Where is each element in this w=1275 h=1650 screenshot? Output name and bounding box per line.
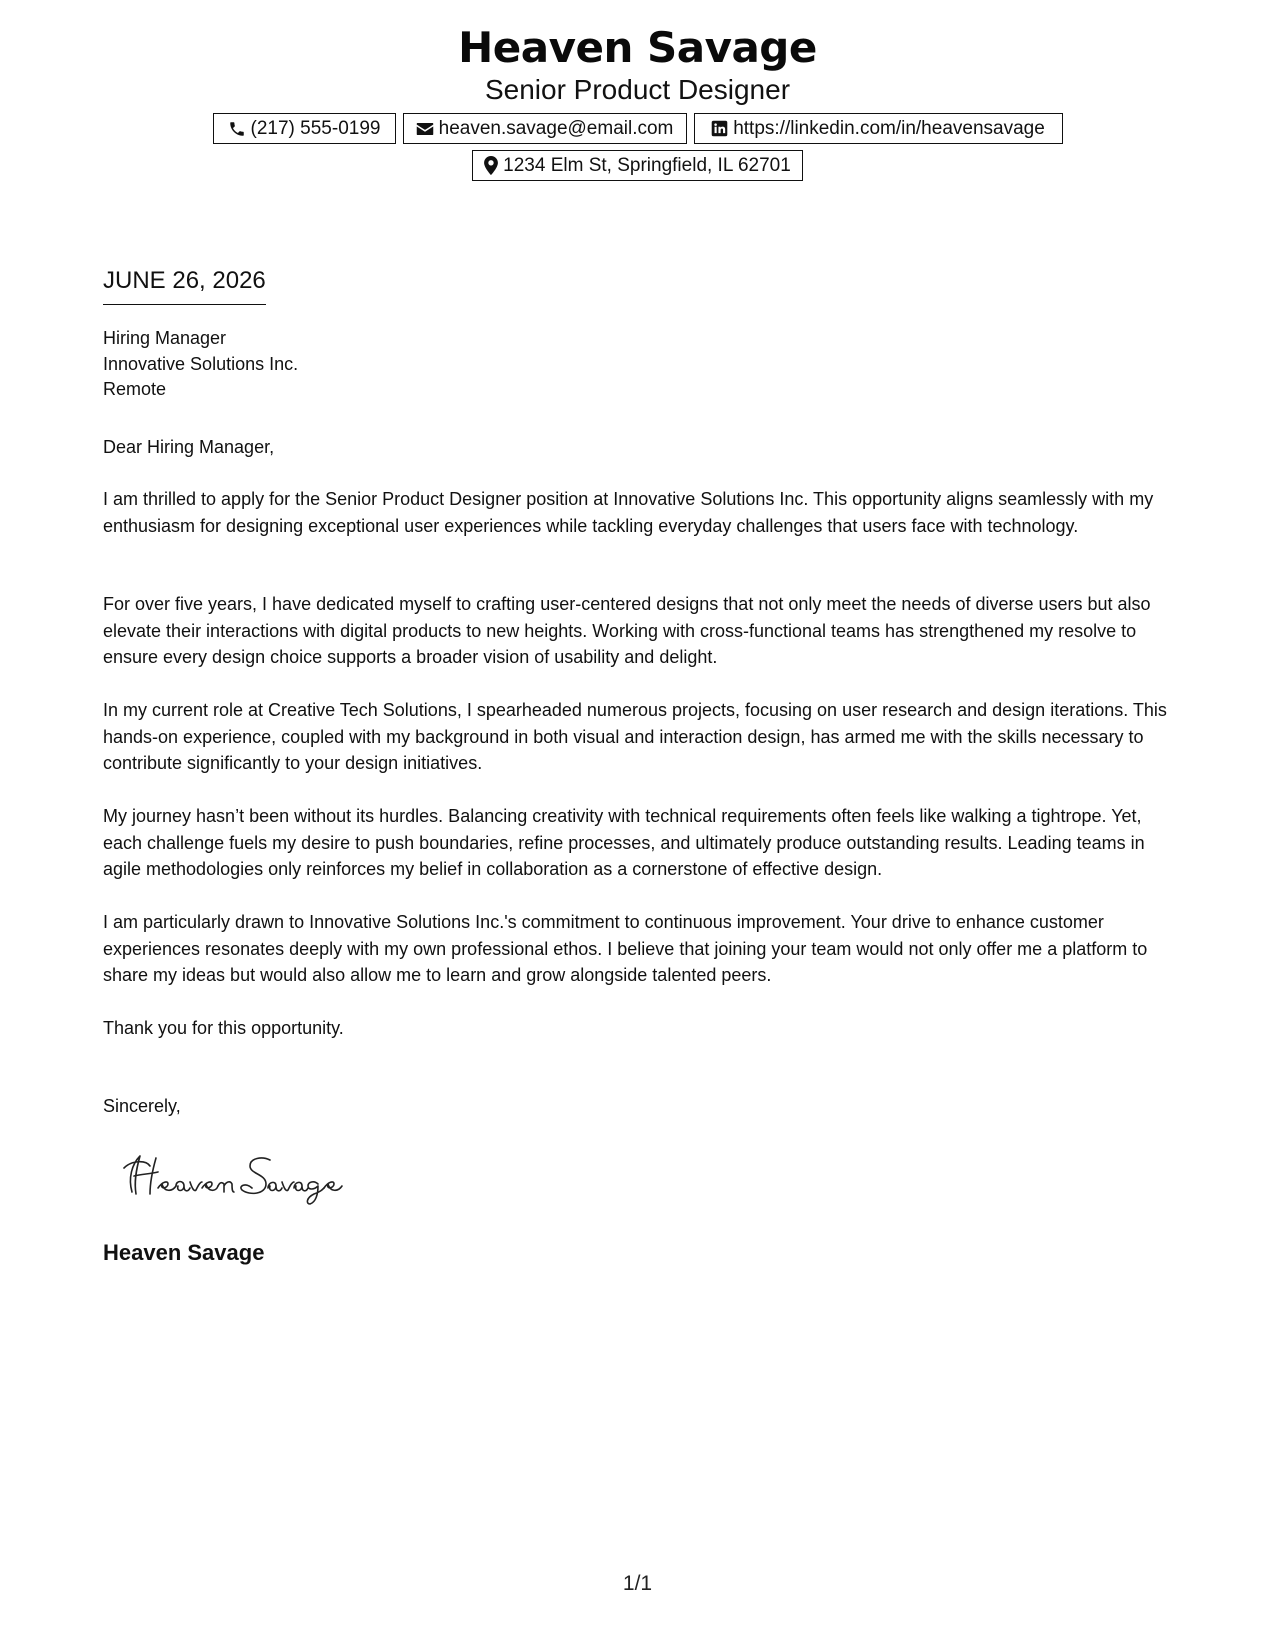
envelope-icon — [416, 121, 434, 137]
contact-linkedin — [694, 113, 1063, 144]
body-paragraph: My journey hasn’t been without its hurdles. Balancing creativity with technical requirements often feels like walking a tightrope. Yet, each challenge fuels my desire to push boundaries, refine processes, and ultimately produce outstanding results. Leading teams in agile methodologies only reinforces my belief in collaboration as a cornerstone of effective design. — [103, 806, 1145, 879]
body-paragraph: I am thrilled to apply for the Senior Product Designer position at Innovative Solutions Inc. This opportunity aligns seamlessly with my enthusiasm for designing exceptional user experiences while tackling everyday challenges that users face with technology. — [103, 489, 1154, 536]
contact-email — [403, 113, 687, 144]
map-marker-icon — [484, 156, 498, 175]
contact-row — [0, 113, 1275, 144]
applicant-title: Senior Product Designer — [484, 74, 791, 105]
phone-icon — [228, 120, 246, 138]
contact-phone — [213, 113, 396, 144]
letter-date-block — [103, 266, 266, 305]
contact-row-address — [0, 150, 1275, 181]
letter-date: JUNE 26, 2026 — [103, 266, 266, 305]
body-paragraph: In my current role at Creative Tech Solutions, I spearheaded numerous projects, focusing on user research and design iterations. This hands-on experience, coupled with my background in both visual and interaction design, has armed me with the skills necessary to contribute significantly to your design initiatives. — [103, 700, 1167, 773]
contact-address — [472, 150, 803, 181]
signature-graphic — [118, 1148, 358, 1208]
applicant-name: Heaven Savage — [458, 23, 817, 72]
signoff: Sincerely, — [103, 1096, 181, 1116]
recipient-line: Remote — [103, 379, 167, 399]
address-text: 1234 Elm St, Springfield, IL 62701 — [503, 154, 791, 176]
letter-header — [0, 22, 1275, 106]
email-text: heaven.savage@email.com — [438, 117, 674, 139]
recipient-block — [103, 326, 1183, 403]
body-paragraph: I am particularly drawn to Innovative Solutions Inc.'s commitment to continuous improvement. Your drive to enhance customer experiences resonates deeply with my own professional ethos. I believe that joining your team would not only offer me a platform to share my ideas but would also allow me to learn and grow alongside talented peers. — [103, 912, 1148, 985]
recipient-line: Innovative Solutions Inc. — [103, 353, 299, 374]
closing-line: Thank you for this opportunity. — [103, 1018, 344, 1038]
signer-name: Heaven Savage — [103, 1240, 265, 1265]
linkedin-icon — [711, 120, 728, 137]
recipient-line: Hiring Manager — [103, 328, 227, 348]
phone-text: (217) 555-0199 — [250, 117, 381, 139]
salutation: Dear Hiring Manager, — [103, 437, 275, 457]
body-paragraph: For over five years, I have dedicated myself to crafting user-centered designs that not only meet the needs of diverse users but also elevate their interactions with digital products to new heights. Working with cross-functional teams has strengthened my resolve to ensure every design choice supports a broader vision of usability and delight. — [103, 594, 1151, 667]
page-number: 1/1 — [622, 1572, 653, 1595]
linkedin-text: https://linkedin.com/in/heavensavage — [733, 117, 1045, 139]
handwritten-signature — [118, 1148, 358, 1213]
